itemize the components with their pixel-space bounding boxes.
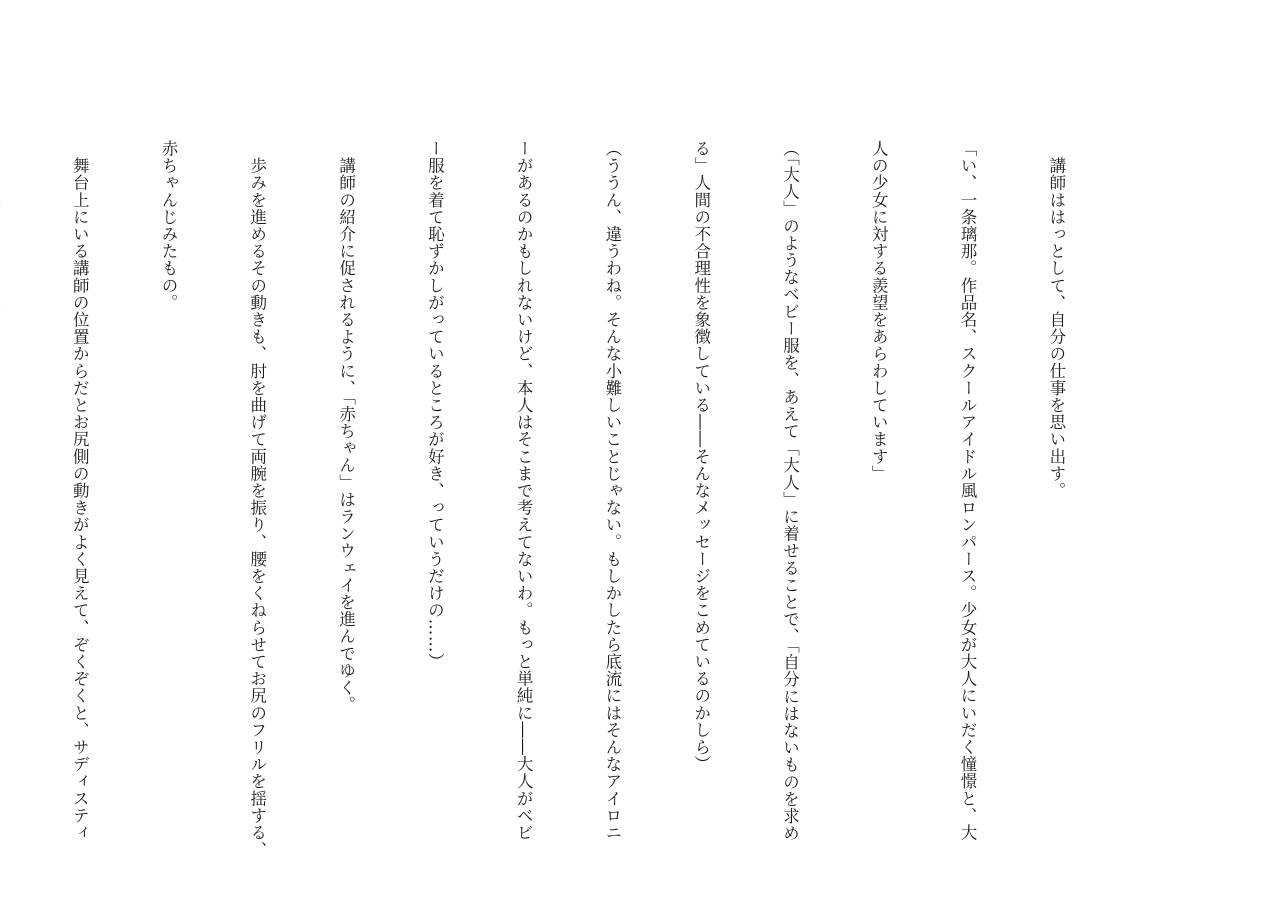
text-line: 人の少女に対する羨望をあらわしています」 [869, 140, 889, 482]
text-line: る」人間の不合理性を象徴している――そんなメッセージをこめているのかしら） [691, 140, 711, 773]
text-line: 「い、一条璃那。作品名、スクールアイドル風ロンパース。少女が大人にいだく憧憬と、大 [958, 140, 978, 842]
text-line: ーがあるのかもしれないけど、本人はそこまで考えてないわ。もっと単純に――大人がベビ [514, 140, 534, 842]
text-line: （「大人」のようなベビー服を、あえて「大人」に着せることで、「自分にはないものを求め [780, 140, 800, 842]
text-line: 赤ちゃんじみたもの。 [159, 140, 178, 311]
text-line: 歩みを進めるその動きも、肘を曲げて両腕を振り、腰をくねらせてお尻のフリルを揺する、 [247, 140, 267, 859]
text-line [0, 140, 5, 840]
text-line: （ううん、違うわね。そんな小難しいことじゃない。もしかしたら底流にはそんなアイロニ [602, 140, 622, 842]
text-line: 舞台上にいる講師の位置からだとお尻側の動きがよく見えて、ぞくぞくと、サディスティ [70, 140, 90, 842]
text-line: 講師の紹介に促されるように、「赤ちゃん」はランウェイを進んでゆく。 [336, 140, 356, 714]
text-line: 講師ははっとして、自分の仕事を思い出す。 [1046, 140, 1066, 500]
vertical-text-body [0, 140, 1130, 859]
text-line: ー服を着て恥ずかしがっているところが好き、っていうだけの……） [425, 140, 445, 671]
